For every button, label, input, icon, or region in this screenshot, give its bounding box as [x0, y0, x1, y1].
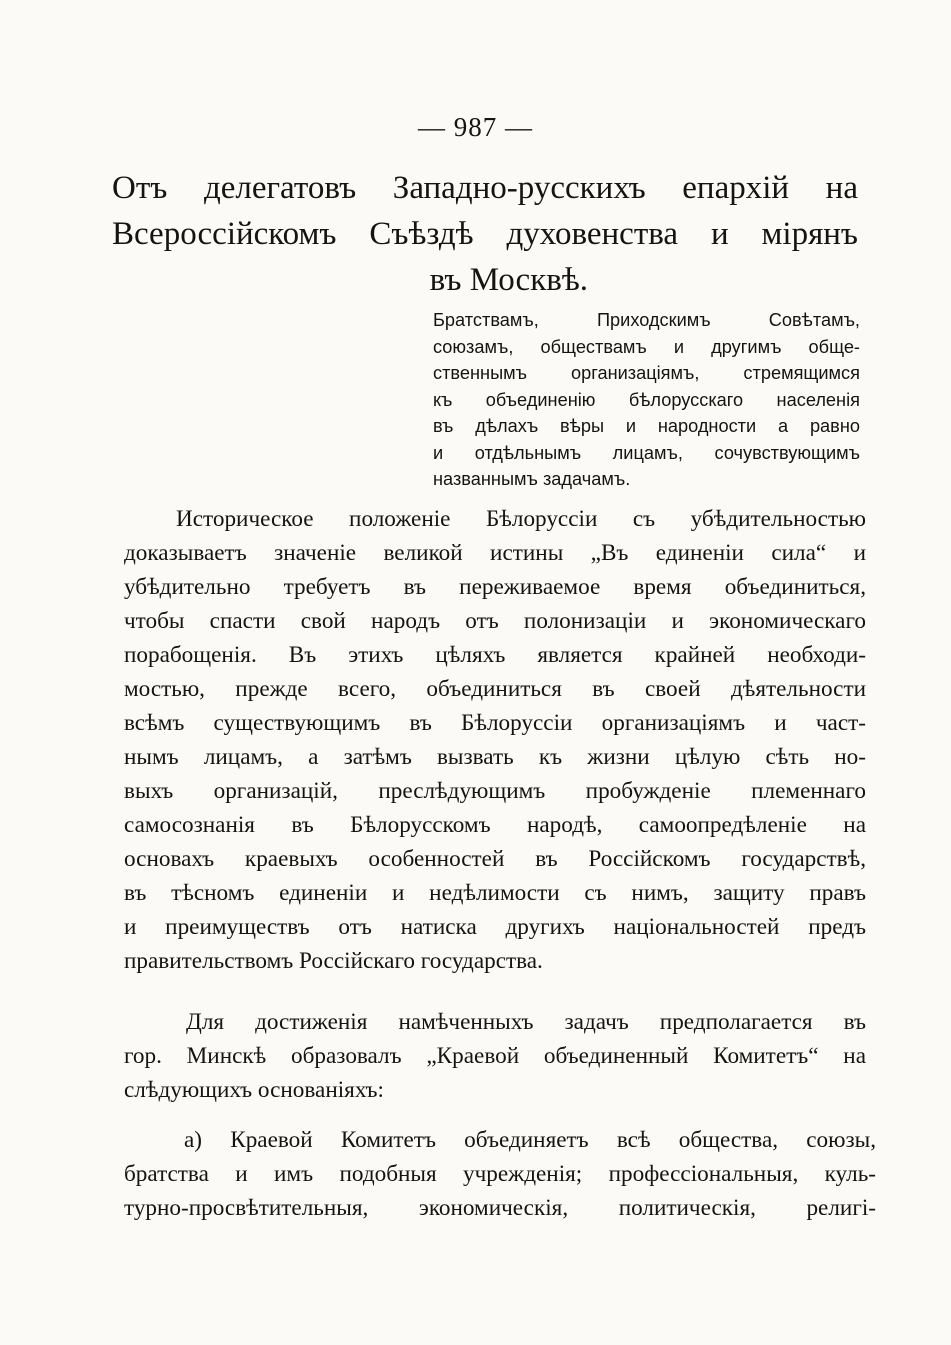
text-line: Историческое положеніе Бѣлоруссіи съ убѣдительностью	[176, 506, 866, 532]
title-line: Всероссійскомъ Съѣздѣ духовенства и мірянъ	[112, 216, 858, 252]
text-line: слѣдующихъ основаніяхъ:	[124, 1077, 384, 1103]
addressee-line: названнымъ задачамъ.	[433, 469, 631, 489]
addressee-line: и отдѣльнымъ лицамъ, сочувствующимъ	[433, 442, 860, 463]
addressee-line: въ дѣлахъ вѣры и народности а равно	[433, 416, 860, 436]
text-line: правительствомъ Россійскаго государства.	[124, 948, 543, 974]
addressee-line: ственнымъ организаціямъ, стремящимся	[433, 363, 860, 383]
text-line: и преимуществъ отъ натиска другихъ національностей предъ	[124, 914, 866, 940]
addressee-line: союзамъ, обществамъ и другимъ обще-	[433, 336, 860, 357]
text-line: братства и имъ подобныя учрежденія; профессіональныя, куль-	[124, 1161, 876, 1187]
paragraph-1	[124, 502, 866, 978]
addressee-line: Братствамъ, Приходскимъ Совѣтамъ,	[433, 310, 860, 330]
text-line: Для достиженія намѣченныхъ задачъ предполагается въ	[186, 1009, 866, 1035]
title-line: въ Москвѣ.	[429, 262, 588, 298]
text-line: а) Краевой Комитетъ объединяетъ всѣ общества, союзы,	[184, 1127, 876, 1153]
text-line: самосознанія въ Бѣлорусскомъ народѣ, самоопредѣленіе на	[124, 812, 866, 838]
text-line: выхъ организацій, преслѣдующимъ пробужденіе племеннаго	[124, 778, 866, 804]
text-line: порабощенія. Въ этихъ цѣляхъ является крайней необходи-	[124, 642, 866, 668]
text-line: чтобы спасти свой народъ отъ полонизаціи и экономическаго	[124, 608, 866, 634]
text-line: убѣдительно требуетъ въ переживаемое время объединиться,	[124, 574, 866, 600]
text-line: гор. Минскѣ образовалъ „Краевой объединенный Комитетъ“ на	[124, 1043, 866, 1069]
text-line: всѣмъ существующимъ въ Бѣлоруссіи организаціямъ и част-	[124, 710, 866, 736]
text-line: основахъ краевыхъ особенностей въ Россійскомъ государствѣ,	[124, 846, 866, 872]
text-line: въ тѣсномъ единеніи и недѣлимости съ нимъ, защиту правъ	[124, 880, 866, 906]
paragraph-2	[124, 1005, 866, 1107]
page-number: — 987 —	[418, 112, 533, 142]
text-line: мостью, прежде всего, объединиться въ своей дѣятельности	[124, 676, 866, 702]
text-line: нымъ лицамъ, а затѣмъ вызвать къ жизни цѣлую сѣть но-	[124, 744, 866, 770]
addressee-block	[433, 307, 860, 493]
addressee-line: къ объединенію бѣлорусскаго населенія	[433, 389, 860, 410]
text-line: турно-просвѣтительныя, экономическія, политическія, религі-	[124, 1195, 876, 1221]
title-line: Отъ делегатовъ Западно-русскихъ епархій на	[112, 170, 858, 206]
paragraph-3	[124, 1123, 876, 1225]
document-title	[112, 165, 858, 303]
text-line: доказываетъ значеніе великой истины „Въ единеніи сила“ и	[124, 540, 866, 566]
